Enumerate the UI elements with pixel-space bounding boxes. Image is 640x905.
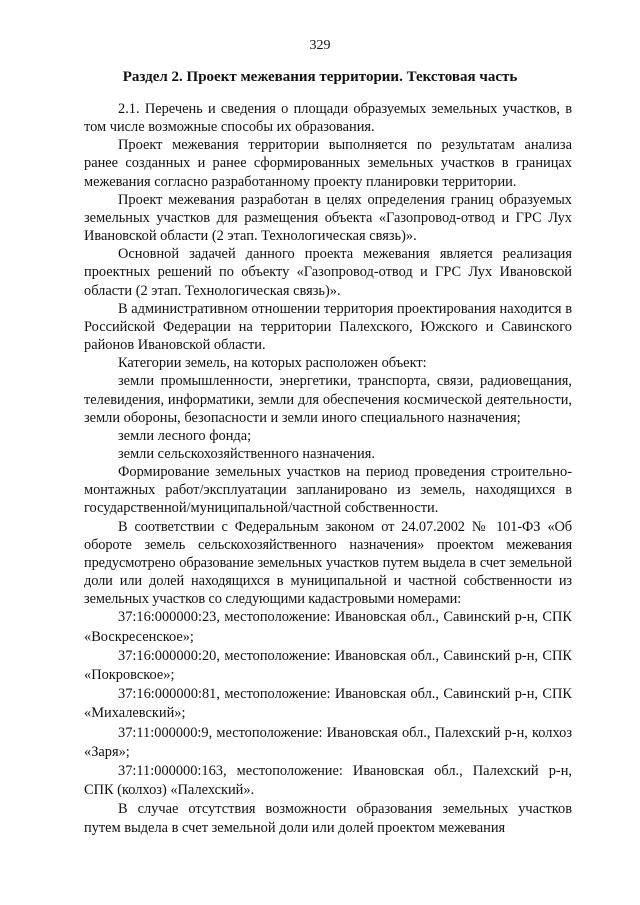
paragraph-land-categories: Категории земель, на которых расположен объект: xyxy=(118,355,427,372)
paragraph-formation: Формирование земельных участков на период проведения строительно-монтажных работ/эксплуатации запланировано из земель, находящихся в государственной/муниципальной/частной собственности. xyxy=(84,464,572,517)
paragraph-analysis: Проект межевания территории выполняется по результатам анализа ранее созданных и ранее сформированных земельных участков в границах межевания согласно разработанному проекту планировки территории. xyxy=(84,137,572,190)
cadastral-item: 37:16:000000:23, местоположение: Ивановская обл., Савинский р-н, СПК «Воскресенское»; xyxy=(84,609,572,645)
land-category-agricultural: земли сельскохозяйственного назначения. xyxy=(118,445,375,462)
paragraph-federal-law: В соответствии с Федеральным законом от 24.07.2002 № 101-ФЗ «Об обороте земель сельскохозяйственного назначения» проектом межевания предусмотрено образование земельных участков путем выдела в счет земельной доли или долей находящихся в муниципальной и частной собственности из земельных участков со следующими кадастровыми номерами: xyxy=(84,518,572,608)
cadastral-item: 37:16:000000:20, местоположение: Ивановская обл., Савинский р-н, СПК «Покровское»; xyxy=(84,647,572,683)
paragraph-intro: 2.1. Перечень и сведения о площади образуемых земельных участков, в том числе возможные способы их образования. xyxy=(84,101,572,136)
cadastral-item: 37:11:000000:9, местоположение: Ивановская обл., Палехский р-н, колхоз «Заря»; xyxy=(84,724,572,760)
land-category-forest: земли лесного фонда; xyxy=(118,427,252,444)
page-number: 329 xyxy=(309,38,331,53)
cadastral-item: 37:11:000000:163, местоположение: Ивановская обл., Палехский р-н, СПК (колхоз) «Палехский». xyxy=(84,763,572,799)
paragraph-purpose: Проект межевания разработан в целях определения границ образуемых земельных участков для размещения объекта «Газопровод-отвод и ГРС Лух Ивановской области (2 этап. Технологическая связь)». xyxy=(84,191,572,245)
body-text xyxy=(84,100,572,837)
section-heading: Раздел 2. Проект межевания территории. Текстовая часть xyxy=(122,69,518,85)
paragraph-alternative: В случае отсутствия возможности образования земельных участков путем выдела в счет земельной доли или долей проектом межевания xyxy=(84,801,572,836)
paragraph-administrative: В административном отношении территория проектирования находится в Российской Федерации на территории Палехского, Южского и Савинского районов Ивановской области. xyxy=(84,300,572,354)
paragraph-main-task: Основной задачей данного проекта межевания является реализация проектных решений по объекту «Газопровод-отвод и ГРС Лух Ивановской области (2 этап. Технологическая связь)». xyxy=(84,246,572,299)
cadastral-item: 37:16:000000:81, местоположение: Ивановская обл., Савинский р-н, СПК «Михалевский»; xyxy=(84,686,572,722)
land-category-industry: земли промышленности, энергетики, транспорта, связи, радиовещания, телевидения, информатики, земли для обеспечения космической деятельности, земли обороны, безопасности и земли иного специального назначения; xyxy=(84,373,572,426)
